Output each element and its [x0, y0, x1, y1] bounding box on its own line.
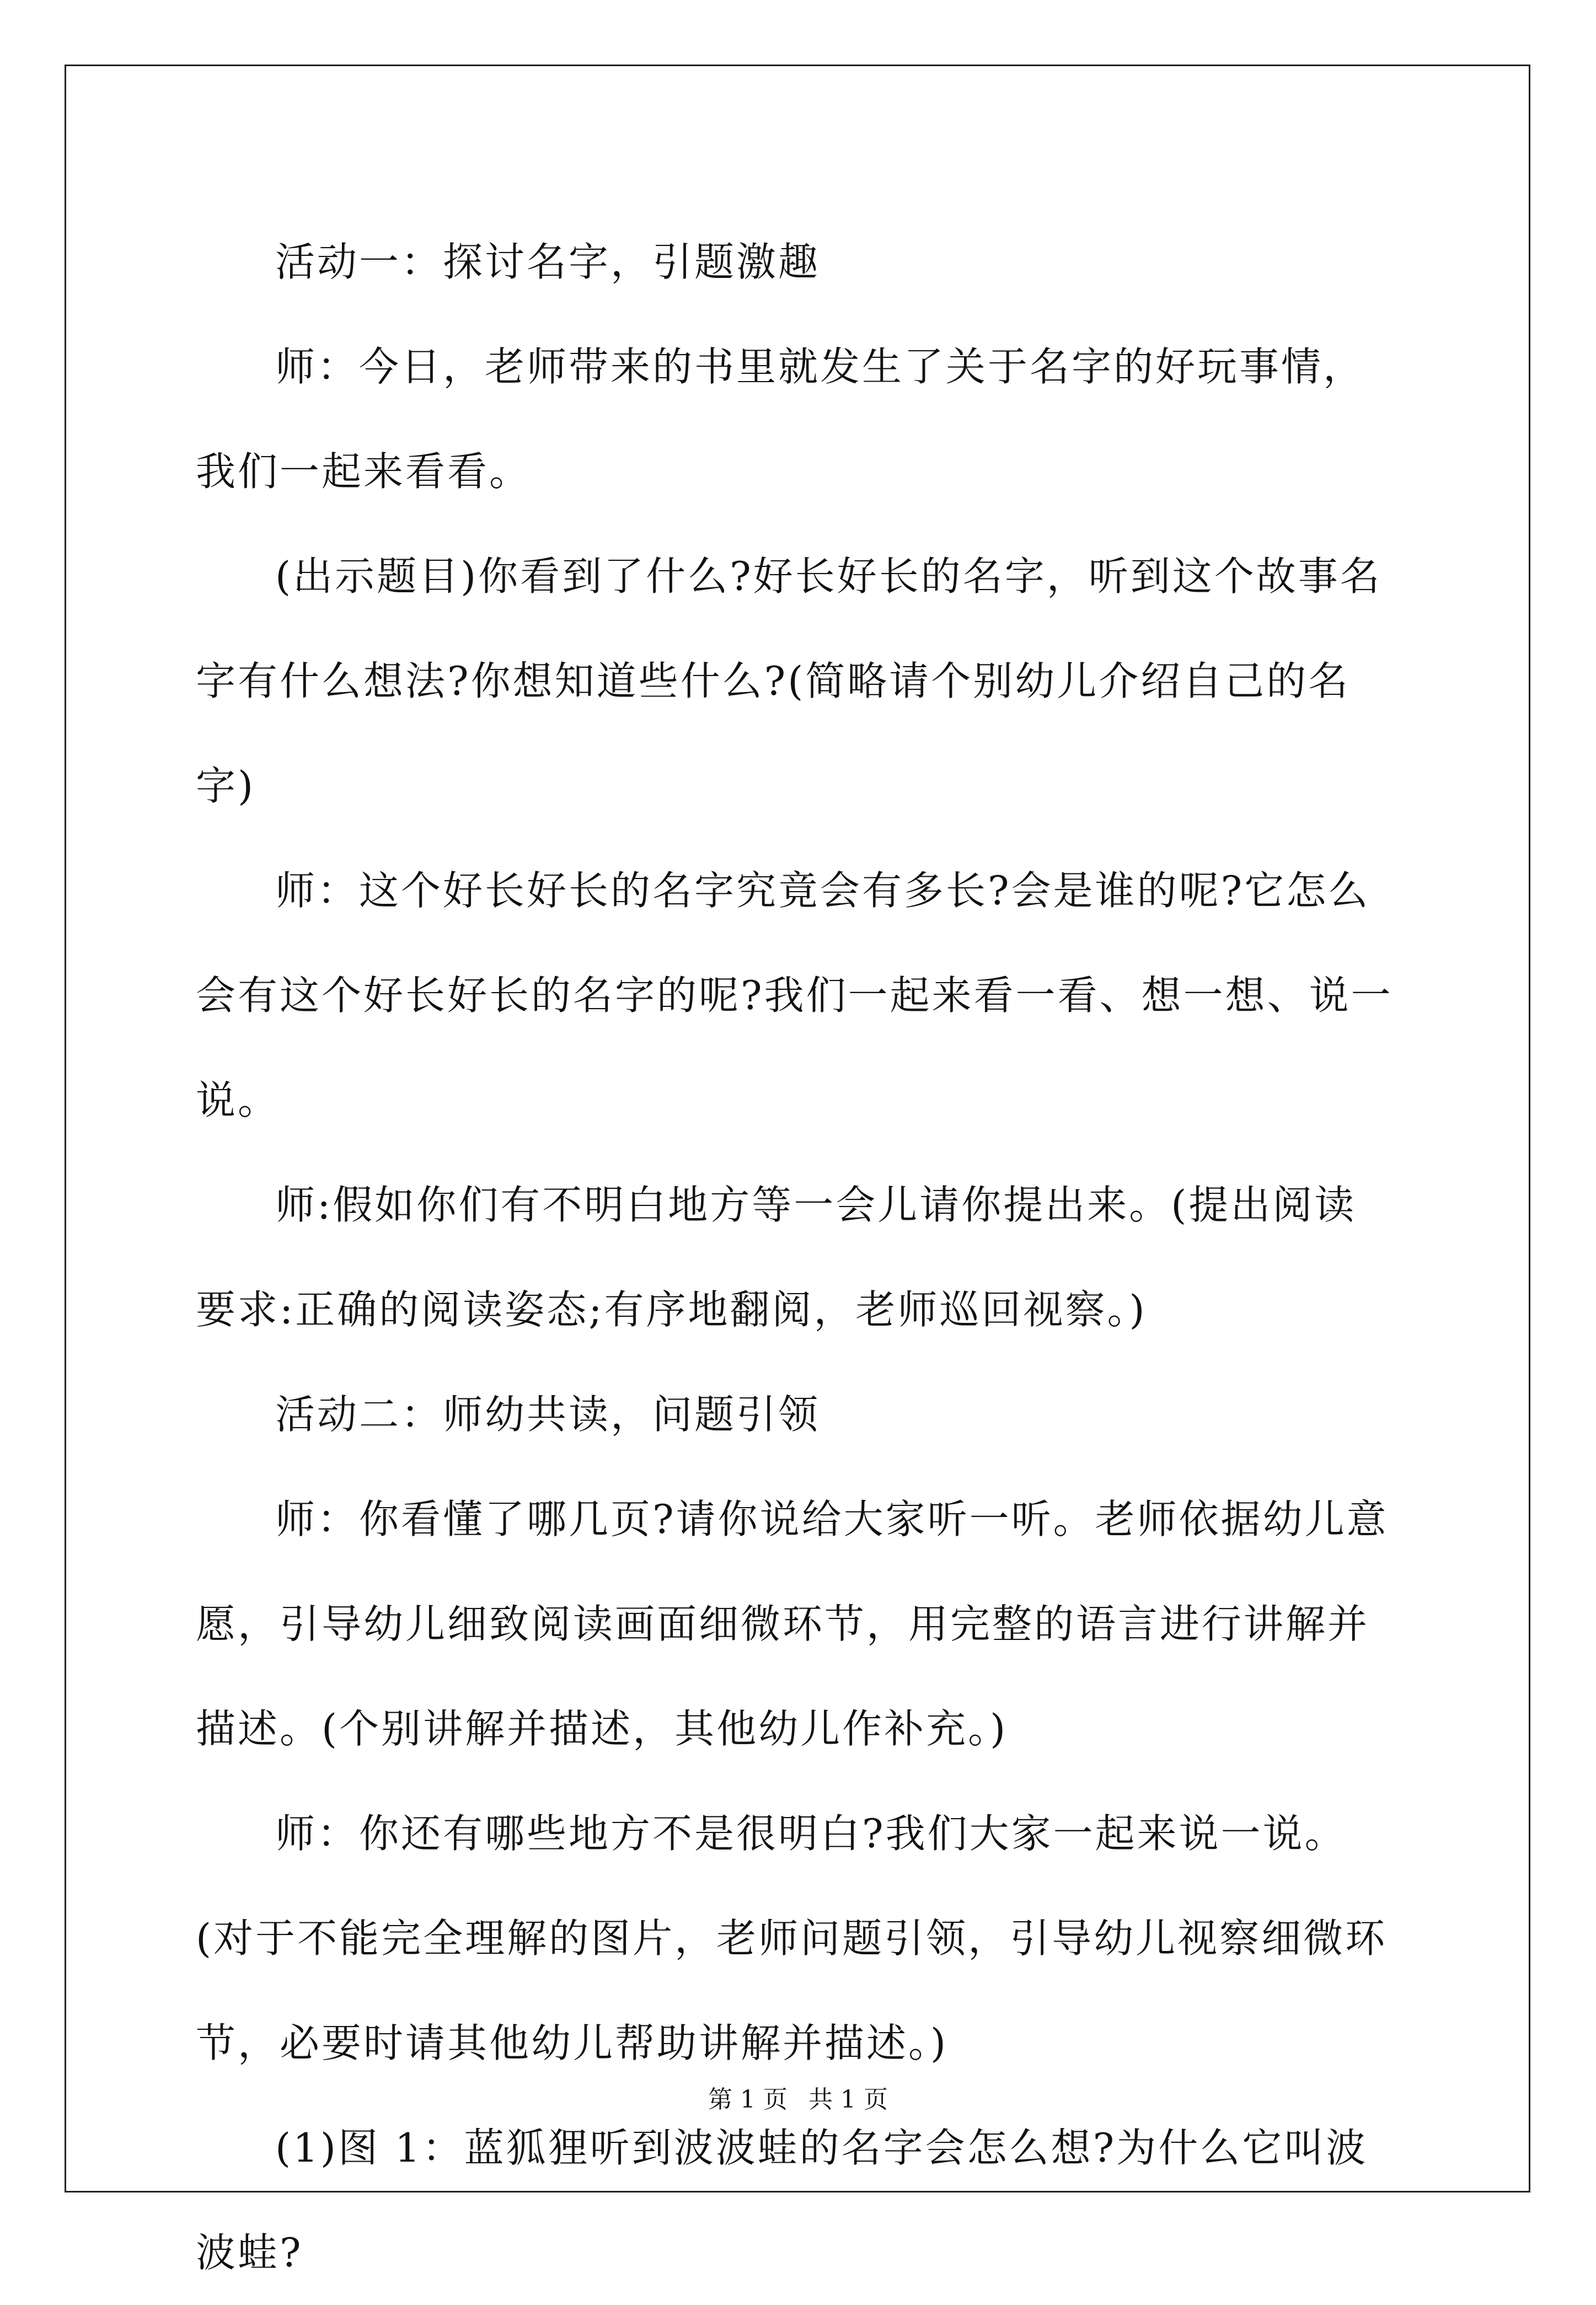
paragraph: (1)图 1：蓝狐狸听到波波蛙的名字会怎么想?为什么它叫波波蛙?: [196, 2125, 1368, 2276]
page-number: 第 1 页: [708, 2086, 788, 2114]
page-total: 共 1 页: [808, 2086, 888, 2114]
paragraph: 活动一：探讨名字，引题激趣: [275, 239, 821, 285]
paragraph: 活动二：师幼共读，问题引领: [275, 1391, 821, 1438]
paragraph: (出示题目)你看到了什么?好长好长的名字，听到这个故事名字有什么想法?你想知道些什么?(简略请个别幼儿介绍自己的名字): [196, 553, 1382, 809]
document-body: [196, 210, 1398, 2305]
paragraph: 师：今日，老师带来的书里就发生了关于名字的好玩事情，我们一起来看看。: [196, 344, 1365, 495]
paragraph: 师：你看懂了哪几页?请你说给大家听一听。老师依据幼儿意愿，引导幼儿细致阅读画面细微环节，用完整的语言进行讲解并描述。(个别讲解并描述，其他幼儿作补充。): [196, 1496, 1389, 1752]
paragraph: 师：你还有哪些地方不是很明白?我们大家一起来说一说。(对于不能完全理解的图片，老师问题引领，引导幼儿视察细微环节，必要时请其他幼儿帮助讲解并描述。): [196, 1810, 1388, 2066]
page-footer: [0, 2083, 1596, 2116]
paragraph: 师:假如你们有不明白地方等一会儿请你提出来。(提出阅读要求:正确的阅读姿态;有序地翻阅，老师巡回视察。): [196, 1182, 1357, 1333]
paragraph: 师：这个好长好长的名字究竟会有多长?会是谁的呢?它怎么会有这个好长好长的名字的呢?我们一起来看一看、想一想、说一说。: [196, 867, 1393, 1123]
